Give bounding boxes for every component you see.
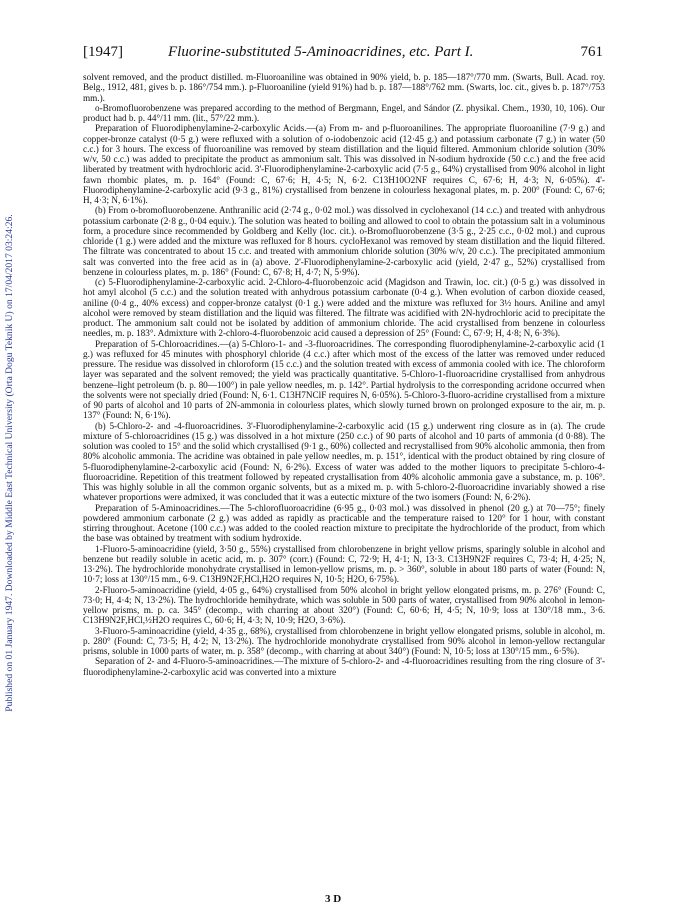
running-header <box>83 44 603 64</box>
signature-mark: 3 D <box>325 893 342 905</box>
article-body <box>83 72 605 677</box>
page-number: 761 <box>580 44 603 60</box>
paragraph: 3-Fluoro-5-aminoacridine (yield, 4·35 g., 68%), crystallised from chlorobenzene in bright yellow elongated prisms, soluble in alcohol, m. p. 280° (Found: C, 73·5; H, 4·2; N, 13·2%). The hydrochloride monohydrate crystallised from 90% alcohol in lemon-yellow rectangular prisms, soluble in 1000 parts of water, m. p. 358° (decomp., with charring at about 340°) (Found: N, 10·5; loss at 130°/15 mm., 6·5%). <box>83 625 605 656</box>
paragraph: 1-Fluoro-5-aminoacridine (yield, 3·50 g., 55%) crystallised from chlorobenzene in bright yellow prisms, sparingly soluble in alcohol and benzene but readily soluble in acetic acid, m. p. 307° (corr.) (Found: C, 72·9; H, 4·1; N, 13·3. C13H9N2F requires C, 73·4; H, 4·25; N, 13·2%). The hydrochloride monohydrate crystallised in lemon-yellow prisms, m. p. > 360°, soluble in about 180 parts of water (Found: N, 10·7; loss at 130°/15 mm., 6·9. C13H9N2F,HCl,H2O requires N, 10·5; H2O, 6·75%). <box>83 543 605 585</box>
paragraph: (b) 5-Chloro-2- and -4-fluoroacridines. 3'-Fluorodiphenylamine-2-carboxylic acid (15 g.) underwent ring closure as in (a). The crude mixture of 5-chloroacridines (15 g.) was dissolved in a hot mixture (250 c.c.) of 90 parts of alcohol and 10 parts of ammonia (d 0·88). The solution was cooled to 15° and the solid which crystallised (9·1 g., 60%) collected and recrystallised from 90% alcoholic ammonia, then from 80% alcoholic ammonia. The acridine was obtained in pale yellow needles, m. p. 151°, identical with the product obtained by ring closure of 5-fluorodiphenylamine-2-carboxylic acid (Found: N, 6·2%). Excess of water was added to the mother liquors to precipitate 5-chloro-4-fluoroacridine. Repetition of this treatment followed by repeated crystallisation from 40% alcoholic ammonia gave a substance, m. p. 106°. This was highly soluble in all the common organic solvents, but as a mixed m. p. with 5-chloro-2-fluoroacridine invariably showed a rise whatever proportions were admixed, it was concluded that it was a eutectic mixture of the two isomers (Found: N, 6·2%). <box>83 420 605 503</box>
paragraph: (c) 5-Fluorodiphenylamine-2-carboxylic acid. 2-Chloro-4-fluorobenzoic acid (Magidson and Trawin, loc. cit.) (0·5 g.) was dissolved in hot amyl alcohol (5 c.c.) and the solution treated with anhydrous potassium carbonate (0·4 g.). When evolution of carbon dioxide ceased, aniline (0·4 g., 40% excess) and copper-bronze catalyst (0·1 g.) were added and the mixture was refluxed for 3½ hours. Aniline and amyl alcohol were removed by steam distillation and the liquid was filtered. The filtrate was acidified with 2N-hydrochloric acid to precipitate the product. The ammonium salt could not be isolated by addition of ammonium chloride. The acid crystallised from benzene in colourless needles, m. p. 183°. Admixture with 2-chloro-4-fluorobenzoic acid caused a depression of 25° (Found: C, 67·9; H, 4·8; N, 6·3%). <box>83 277 605 339</box>
paragraph: o-Bromofluorobenzene was prepared according to the method of Bergmann, Engel, and Sándor (Z. physikal. Chem., 1930, 10, 106). Our product had b. p. 44°/11 mm. (lit., 57°/22 mm.). <box>83 102 605 123</box>
paragraph: Separation of 2- and 4-Fluoro-5-aminoacridines.—The mixture of 5-chloro-2- and -4-fluoroacridines resulting from the ring closure of 3'-fluorodiphenylamine-2-carboxylic acid was converted into a mixture <box>83 656 605 677</box>
paragraph: 2-Fluoro-5-aminoacridine (yield, 4·05 g., 64%) crystallised from 50% alcohol in bright yellow elongated prisms, m. p. 276° (Found: C, 73·0; H, 4·4; N, 13·2%). The hydrochloride hemihydrate, which was soluble in 500 parts of water, crystallised from 90% alcohol in lemon-yellow prisms, m. p. ca. 345° (decomp., with charring at about 320°) (Found: C, 60·6; H, 4·5; N, 10·9; loss at 130°/18 mm., 3·6. C13H9N2F,HCl,½H2O requires C, 60·6; H, 4·3; N, 10·9; H2O, 3·6%). <box>83 584 605 626</box>
paragraph: Preparation of Fluorodiphenylamine-2-carboxylic Acids.—(a) From m- and p-fluoroanilines. The appropriate fluoroaniline (7·9 g.) and copper-bronze catalyst (0·5 g.) were refluxed with a solution of o-iodobenzoic acid (12·45 g.) and potassium carbonate (7 g.) in water (50 c.c.) for 3 hours. The excess of fluoroaniline was removed by steam distillation and the liquid filtered. Ammonium chloride solution (30% w/v, 50 c.c.) was added to precipitate the product as ammonium salt. This was dissolved in N-sodium hydroxide (50 c.c.) and the free acid liberated by treatment with hydrochloric acid. 3'-Fluorodiphenylamine-2-carboxylic acid (7·5 g., 64%) crystallised from 90% alcohol in light fawn rhombic plates, m. p. 164° (Found: C, 67·6; H, 4·5; N, 6·2. C13H10O2NF requires C, 67·6; H, 4·3; N, 6·05%). 4'-Fluorodiphenylamine-2-carboxylic acid (9·3 g., 81%) crystallised from benzene in colourless hexagonal plates, m. p. 200° (Found: C, 67·6; H, 4·3; N, 6·1%). <box>83 123 605 205</box>
paragraph: Preparation of 5-Aminoacridines.—The 5-chlorofluoroacridine (6·95 g., 0·03 mol.) was dissolved in phenol (20 g.) at 70—75°; finely powdered ammonium carbonate (2 g.) was added as rapidly as practicable and the temperature raised to 120° for 1 hour, with constant stirring throughout. Acetone (100 c.c.) was added to the cooled reaction mixture to precipitate the hydrochloride of the product, from which the base was obtained by treatment with sodium hydroxide. <box>83 502 605 544</box>
header-title: Fluorine-substituted 5-Aminoacridines, etc. Part I. <box>168 44 474 60</box>
download-notice: Published on 01 January 1947. Downloaded by Middle East Technical University (Orta Dogu Teknik U) on 17/04/2017 03:24:26. <box>4 214 15 712</box>
paragraph: Preparation of 5-Chloroacridines.—(a) 5-Chloro-1- and -3-fluoroacridines. The corresponding fluorodiphenylamine-2-carboxylic acid (1 g.) was refluxed for 45 minutes with phosphoryl chloride (4 c.c.) after which most of the excess of the latter was removed under reduced pressure. The residue was dissolved in chloroform (15 c.c.) and the solution treated with excess of ammonia cooled with ice. The chloroform layer was separated and the solvent removed; the yield was practically quantitative. 5-Chloro-1-fluoroacridine crystallised from anhydrous benzene–light petroleum (b. p. 80—100°) in pale yellow needles, m. p. 142°. Partial hydrolysis to the corresponding acridone occurred when the solvents were not specially dried (Found: N, 6·1. C13H7NClF requires N, 6·05%). 5-Chloro-3-fluoro-acridine crystallised from a mixture of 90 parts of alcohol and 10 parts of 2N-ammonia in colourless plates, which slowly turned brown on prolonged exposure to the air, m. p. 137° (Found: N, 6·1%). <box>83 338 605 421</box>
paragraph: solvent removed, and the product distilled. m-Fluoroaniline was obtained in 90% yield, b. p. 185—187°/770 mm. (Swarts, Bull. Acad. roy. Belg., 1912, 481, gives b. p. 186°/754 mm.). p-Fluoroaniline (yield 91%) had b. p. 187—188°/762 mm. (Swarts, loc. cit., gives b. p. 187°/753 mm.). <box>83 72 605 103</box>
paragraph: (b) From o-bromofluorobenzene. Anthranilic acid (2·74 g., 0·02 mol.) was dissolved in cyclohexanol (14 c.c.) and treated with anhydrous potassium carbonate (2·8 g., 0·04 equiv.). The solution was heated to boiling and allowed to cool to obtain the potassium salt in a voluminous form, a procedure since recommended by Goldberg and Kelly (loc. cit.). o-Bromofluorobenzene (3·5 g., 2·25 c.c., 0·02 mol.) and cuprous chloride (1 g.) were added and the mixture was refluxed for 8 hours. cycloHexanol was removed by steam distillation and the liquid filtered. The filtrate was concentrated to about 15 c.c. and treated with ammonium chloride solution (30% w/v, 20 c.c.). The precipitated ammonium salt was converted into the free acid as in (a) above. 2'-Fluorodiphenylamine-2-carboxylic acid (yield, 2·47 g., 52%) crystallised from benzene in colourless plates, m. p. 186° (Found: C, 67·8; H, 4·7; N, 5·9%). <box>83 205 605 277</box>
header-year: [1947] <box>83 44 123 60</box>
